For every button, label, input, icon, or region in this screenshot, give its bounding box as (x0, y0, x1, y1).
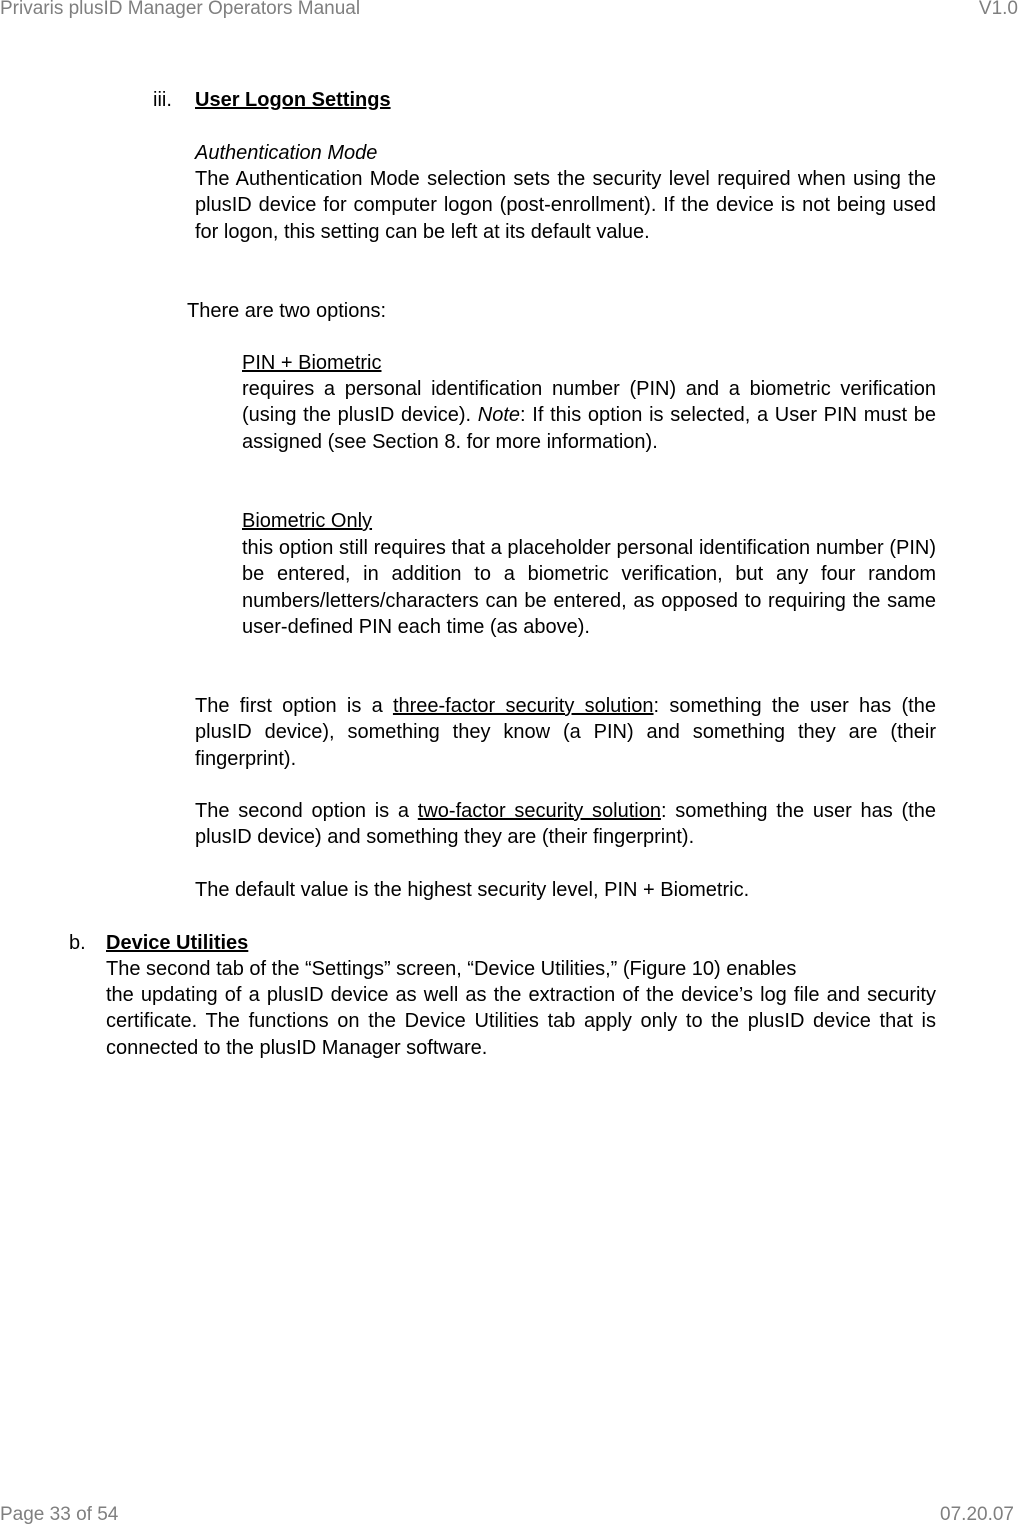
header-version: V1.0 (978, 0, 1018, 19)
auth-mode-heading: Authentication Mode (195, 142, 378, 164)
footer-page-number: Page 33 of 54 (0, 1504, 119, 1525)
section-b-marker: b. (69, 932, 86, 954)
option-biometric-only-title: Biometric Only (242, 510, 373, 532)
second-option-text-b: : something the user has (the plusID device) and something they are (their fingerprint). (195, 800, 936, 849)
option-pin-biometric-text-b: : If this option is selected, a User PIN must be assigned (see Section 8. for more information). (242, 404, 936, 453)
three-factor-term: three-factor security solution (392, 695, 654, 717)
second-option-paragraph (195, 798, 936, 851)
section-iii-marker: iii. (153, 89, 172, 111)
section-iii-title: User Logon Settings (195, 89, 391, 111)
second-option-text-a: The second option is a (195, 800, 418, 822)
device-utilities-line1: The second tab of the “Settings” screen, “Device Utilities,” (Figure 10) enables (106, 958, 797, 980)
options-intro: There are two options: (187, 300, 386, 322)
default-value-text: The default value is the highest security level, PIN + Biometric. (195, 879, 750, 901)
option-pin-biometric-title: PIN + Biometric (242, 352, 382, 374)
section-b-title: Device Utilities (106, 932, 249, 954)
footer-date: 07.20.07 (940, 1504, 1014, 1525)
two-factor-term: two-factor security solution (417, 800, 661, 822)
auth-mode-paragraph: The Authentication Mode selection sets the security level required when using the plusID device for computer logon (post-enrollment). If the device is not being used for logon, this setting can be left at its default value. (195, 168, 936, 243)
header-title: Privaris plusID Manager Operators Manual (0, 0, 361, 19)
option-pin-biometric-paragraph (242, 376, 936, 455)
first-option-text-a: The first option is a (195, 695, 393, 717)
note-label: Note (477, 404, 521, 427)
first-option-paragraph (195, 693, 936, 772)
option-biometric-only-paragraph: this option still requires that a placeholder personal identification number (PIN) be entered, in addition to a biometric verification, but any four random numbers/letters/characters can be entered, as opposed to requiring the same user-defined PIN each time (as above). (242, 537, 936, 638)
device-utilities-paragraph: the updating of a plusID device as well as the extraction of the device’s log file and security certificate. The functions on the Device Utilities tab apply only to the plusID device that is connected to the plusID Manager software. (106, 984, 936, 1059)
option-pin-biometric-text-a: requires a personal identification number (PIN) and a biometric verification (using the plusID device). (242, 378, 936, 427)
first-option-text-b: : something the user has (the plusID device), something they know (a PIN) and something they are (their fingerprint). (195, 695, 936, 770)
